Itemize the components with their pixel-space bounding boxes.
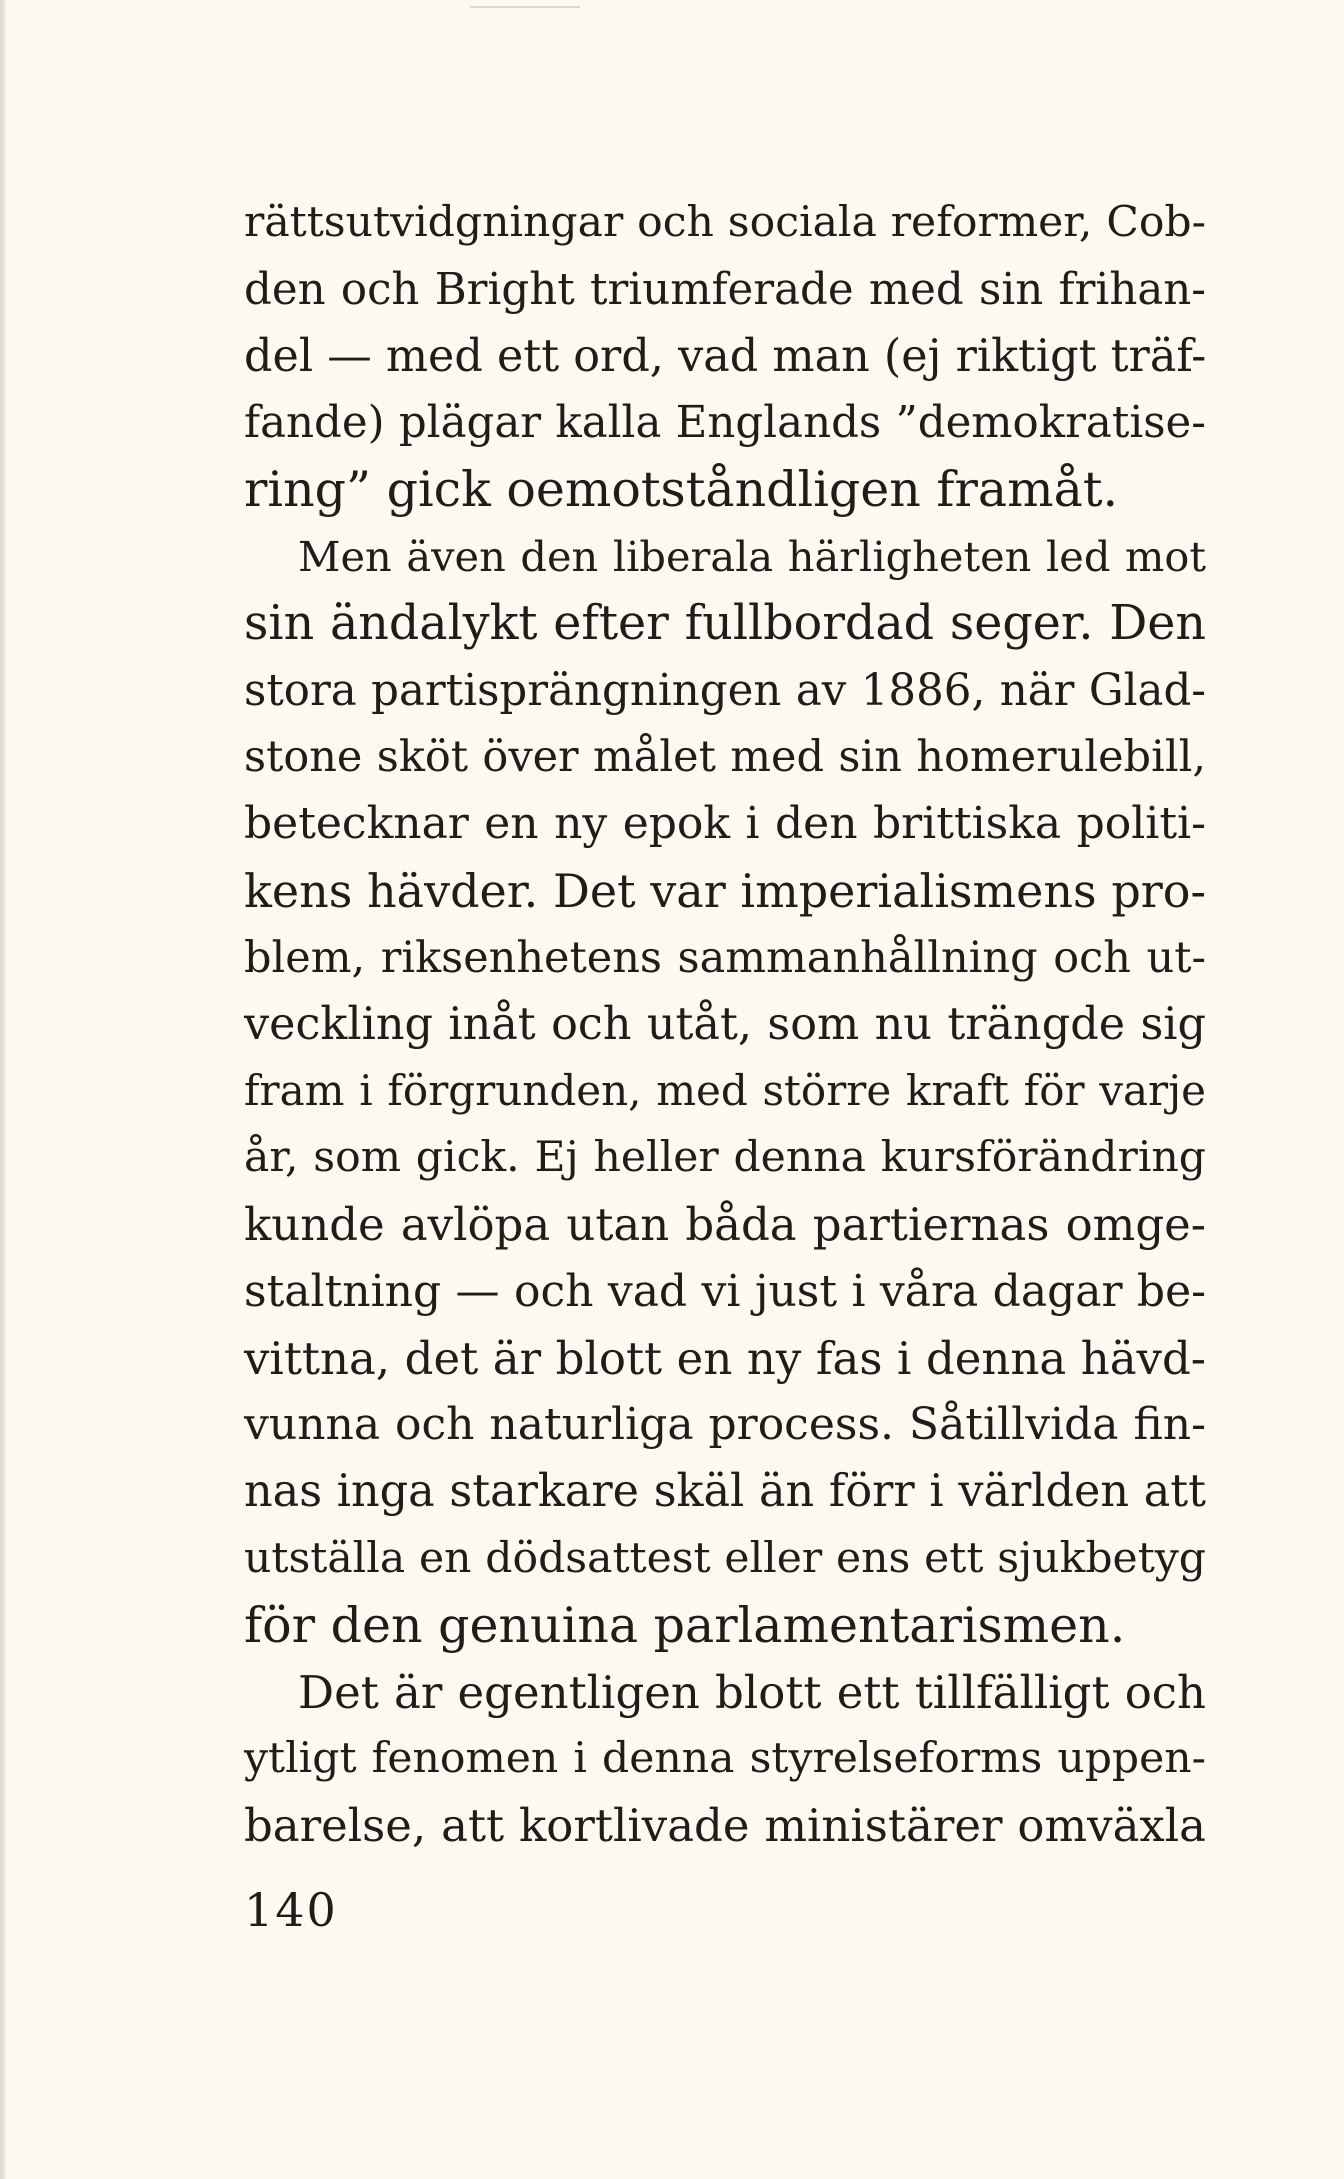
text-line: betecknar en ny epok i den brittiska politi- [244,798,1206,850]
text-line: del — med ett ord, vad man (ej riktigt träf- [244,330,1207,382]
text-line: barelse, att kortlivade ministärer omväxla [244,1799,1206,1853]
paragraph-2 [244,524,1206,1660]
text-line: kunde avlöpa utan båda partiernas omge- [244,1197,1206,1251]
body-text [244,190,1206,1860]
text-line: sin ändalykt efter fullbordad seger. Den [244,595,1206,651]
text-line: veckling inåt och utåt, som nu trängde sig [244,998,1206,1050]
text-line: Det är egentligen blott ett tillfälligt och [298,1665,1206,1719]
paragraph-1 [244,190,1206,524]
text-line: stone sköt över målet med sin homerulebill, [244,732,1206,783]
text-line: stora partisprängningen av 1886, när Glad- [244,665,1206,716]
text-line: ytligt fenomen i denna styrelseforms uppen- [244,1734,1206,1784]
text-line: blem, riksenhetens sammanhållning och ut- [244,932,1206,983]
text-line: vunna och naturliga process. Såtillvida fin- [244,1399,1206,1451]
page-edge [0,0,6,2179]
text-line: den och Bright triumferade med sin frihan- [244,264,1206,315]
text-line: Men även den liberala härligheten led mot [298,531,1206,581]
text-line: utställa en dödsattest eller ens ett sjukbetyg [244,1533,1206,1583]
text-line: vittna, det är blott en ny fas i denna hävd- [244,1331,1206,1385]
text-line: staltning — och vad vi just i våra dagar be- [244,1265,1206,1317]
text-line: år, som gick. Ej heller denna kursförändring [244,1133,1206,1183]
text-line: ring” gick oemotståndligen framåt. [244,461,1119,519]
text-line: fande) plägar kalla Englands ”demokratise- [244,398,1206,449]
text-line: fram i förgrunden, med större kraft för varje [244,1066,1206,1116]
scan-mark [470,6,580,8]
page-number: 140 [244,1883,338,1937]
text-line: rättsutvidgningar och sociala reformer, Cob- [244,198,1206,247]
paragraph-3 [244,1660,1206,1860]
text-line: nas inga starkare skäl än förr i världen att [244,1466,1206,1518]
text-line: för den genuina parlamentarismen. [244,1596,1126,1654]
text-line: kens hävder. Det var imperialismens pro- [244,863,1206,918]
